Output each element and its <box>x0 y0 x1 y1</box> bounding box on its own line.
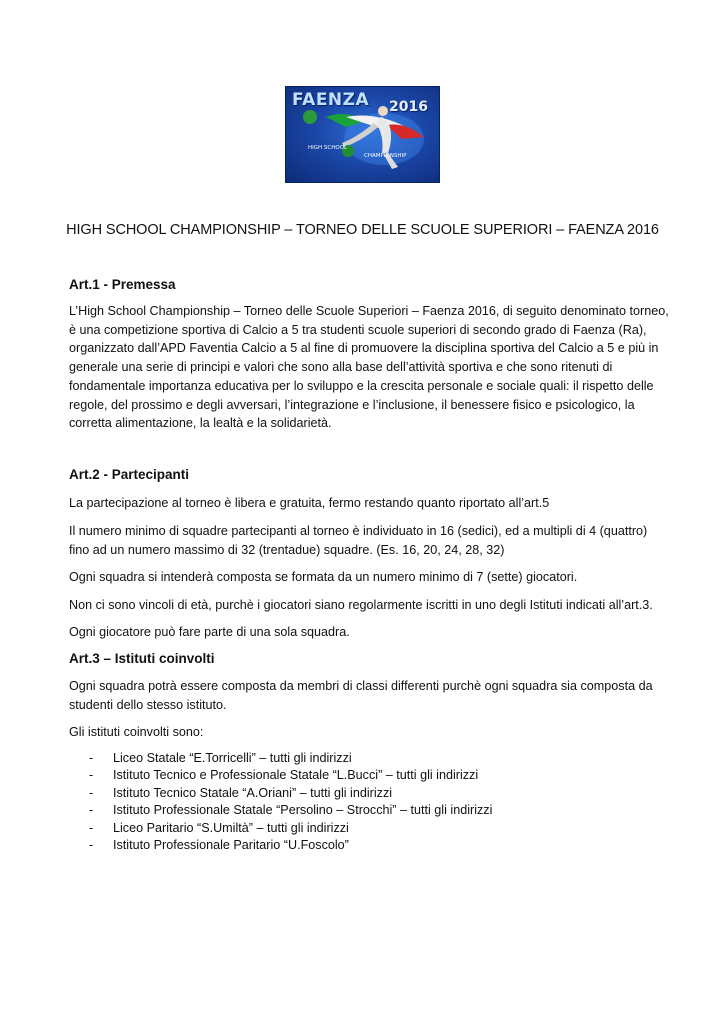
list-item <box>89 820 492 837</box>
bullet-dash: - <box>89 768 94 783</box>
text-line: studenti dello stesso istituto. <box>69 697 227 712</box>
list-item-text: Liceo Statale “E.Torricelli” – tutti gli indirizzi <box>113 751 352 765</box>
art2-paragraph-2 <box>69 522 669 559</box>
institutes-list <box>89 750 492 854</box>
list-item-text: Istituto Tecnico Statale “A.Oriani” – tutti gli indirizzi <box>113 785 393 800</box>
logo-subtitle-1: HIGH SCHOOL <box>308 145 348 151</box>
art3-paragraph-1 <box>69 677 669 714</box>
art1-heading: Art.1 - Premessa <box>69 277 176 292</box>
document-title: HIGH SCHOOL CHAMPIONSHIP – TORNEO DELLE SCUOLE SUPERIORI – FAENZA 2016 <box>66 222 659 238</box>
list-item-text: Liceo Paritario “S.Umiltà” – tutti gli indirizzi <box>113 820 349 835</box>
text-line: L’High School Championship – Torneo delle Scuole Superiori – Faenza 2016, di seguito denominato torneo, <box>69 304 669 318</box>
bullet-dash: - <box>89 820 94 835</box>
art1-paragraph <box>69 302 669 433</box>
text-line: regole, del prossimo e degli avversari, l’integrazione e l’inclusione, il benessere fisico e psicologico, la <box>69 397 635 412</box>
art2-paragraph-4: Non ci sono vincoli di età, purchè i giocatori siano regolarmente iscritti in uno degli Istituti indicati all’art.3. <box>69 598 653 612</box>
text-line: fondamentale importanza educativa per lo sviluppo e la crescita personale e sociale quali: il rispetto delle <box>69 378 654 393</box>
list-item <box>89 837 492 854</box>
text-line: organizzato dall’APD Faventia Calcio a 5 al fine di promuovere la disciplina sportiva del Calcio a 5 e più in <box>69 341 659 356</box>
text-line: generale una serie di principi e valori che sono alla base dell’attività sportiva e che sono ritenuti di <box>69 360 613 375</box>
text-line: corretta alimentazione, la lealtà e la solidarietà. <box>69 416 332 431</box>
art2-paragraph-3: Ogni squadra si intenderà composta se formata da un numero minimo di 7 (sette) giocatori. <box>69 570 578 584</box>
bullet-dash: - <box>89 785 94 800</box>
list-item <box>89 767 492 784</box>
bullet-dash: - <box>89 837 94 852</box>
bullet-dash: - <box>89 803 94 818</box>
list-item <box>89 802 492 819</box>
art2-heading: Art.2 - Partecipanti <box>69 467 190 482</box>
logo-subtitle-2: CHAMPIONSHIP <box>364 153 407 159</box>
list-item <box>89 785 492 802</box>
logo-year-text: 2016 <box>389 99 428 115</box>
bullet-dash: - <box>89 751 94 765</box>
art3-heading: Art.3 – Istituti coinvolti <box>69 651 215 666</box>
text-line: Il numero minimo di squadre partecipanti al torneo è individuato in 16 (sedici), ed a multipli di 4 (quattro) <box>69 524 648 538</box>
text-line: Ogni squadra potrà essere composta da membri di classi differenti purchè ogni squadra sia composta da <box>69 679 653 693</box>
art2-paragraph-5: Ogni giocatore può fare parte di una sola squadra. <box>69 625 350 639</box>
logo-brand-text: FAENZA <box>292 90 370 110</box>
text-line: è una competizione sportiva di Calcio a 5 tra studenti scuole superiori di secondo grado di Faenza (Ra), <box>69 322 647 337</box>
art3-paragraph-2: Gli istituti coinvolti sono: <box>69 725 204 739</box>
list-item-text: Istituto Professionale Paritario “U.Foscolo” <box>113 837 349 852</box>
art2-paragraph-1: La partecipazione al torneo è libera e gratuita, fermo restando quanto riportato all’art.5 <box>69 496 550 510</box>
text-line: fino ad un numero massimo di 32 (trentadue) squadre. (Es. 16, 20, 24, 28, 32) <box>69 542 505 557</box>
list-item-text: Istituto Tecnico e Professionale Statale “L.Bucci” – tutti gli indirizzi <box>113 768 479 783</box>
list-item-text: Istituto Professionale Statale “Persolino – Strocchi” – tutti gli indirizzi <box>113 803 493 818</box>
faenza-2016-logo <box>285 86 440 183</box>
list-item <box>89 750 492 767</box>
